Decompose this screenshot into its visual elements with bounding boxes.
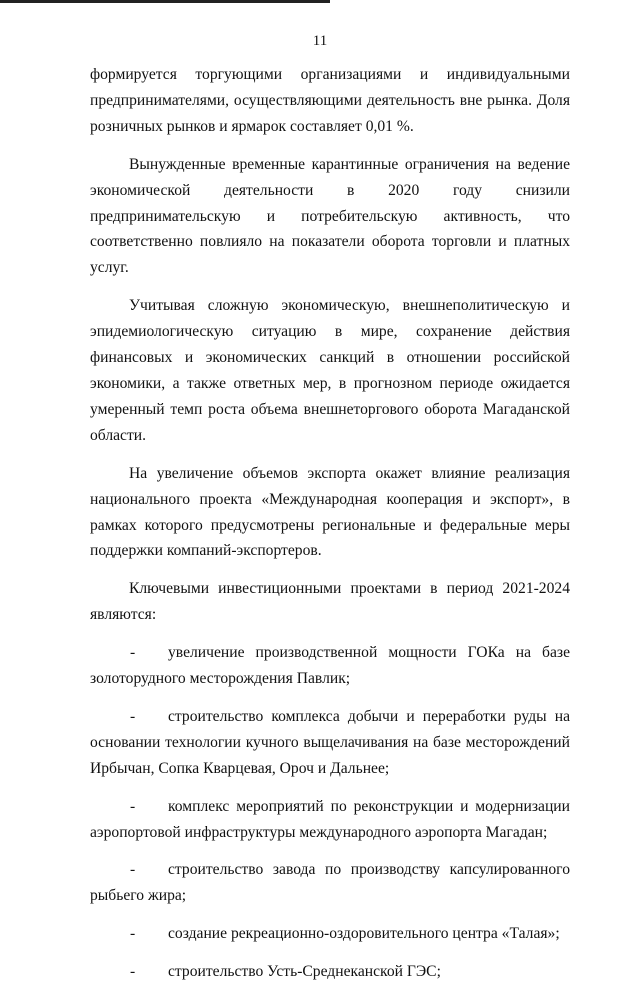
bullet-dash: - bbox=[130, 861, 136, 879]
bullet-dash: - bbox=[130, 797, 136, 815]
list-item bbox=[90, 704, 570, 782]
paragraph-foreign-trade: Учитывая сложную экономическую, внешнеполитическую и эпидемиологическую ситуацию в мире, сохранение действия финансовых и экономических санкций в отношении российской экономики, а также ответных мер, в прогнозном периоде ожидается умеренный темп роста объема внешнеторгового оборота Магаданской области. bbox=[90, 297, 570, 444]
document-body bbox=[90, 62, 570, 997]
list-item-text: строительство комплекса добычи и переработки руды на основании технологии кучного выщелачивания на базе месторождений Ирбычан, Сопка Кварцевая, Ороч и Дальнее; bbox=[90, 707, 570, 777]
paragraph-investment-intro: Ключевыми инвестиционными проектами в период 2021-2024 являются: bbox=[90, 580, 570, 624]
list-item-text: строительство завода по производству капсулированного рыбьего жира; bbox=[90, 861, 570, 905]
list-item-text: комплекс мероприятий по реконструкции и модернизации аэропортовой инфраструктуры международного аэропорта Магадан; bbox=[90, 797, 570, 841]
list-item bbox=[90, 921, 570, 947]
list-item-text: увеличение производственной мощности ГОКа на базе золоторудного месторождения Павлик; bbox=[90, 644, 570, 688]
bullet-dash: - bbox=[130, 644, 136, 662]
list-item bbox=[90, 794, 570, 846]
top-rule bbox=[0, 0, 330, 3]
paragraph-quarantine: Вынужденные временные карантинные ограничения на ведение экономической деятельности в 2020 году снизили предпринимательскую и потребительскую активность, что соответственно повлияло на показатели оборота торговли и платных услуг. bbox=[90, 155, 570, 277]
list-item-text: создание рекреационно-оздоровительного центра «Талая»; bbox=[168, 925, 560, 943]
list-item bbox=[90, 959, 570, 985]
bullet-dash: - bbox=[130, 707, 136, 725]
list-item bbox=[90, 640, 570, 692]
paragraph-export: На увеличение объемов экспорта окажет влияние реализация национального проекта «Международная кооперация и экспорт», в рамках которого предусмотрены региональные и федеральные меры поддержки компаний-экспортеров. bbox=[90, 464, 570, 560]
page-number: 11 bbox=[312, 33, 328, 49]
investment-project-list bbox=[90, 640, 570, 985]
paragraph-continuation: формируется торгующими организациями и индивидуальными предпринимателями, осуществляющими деятельность вне рынка. Доля розничных рынков и ярмарок составляет 0,01 %. bbox=[90, 66, 570, 135]
list-item bbox=[90, 857, 570, 909]
bullet-dash: - bbox=[130, 963, 136, 981]
list-item-text: строительство Усть-Среднеканской ГЭС; bbox=[168, 963, 441, 981]
bullet-dash: - bbox=[130, 925, 136, 943]
